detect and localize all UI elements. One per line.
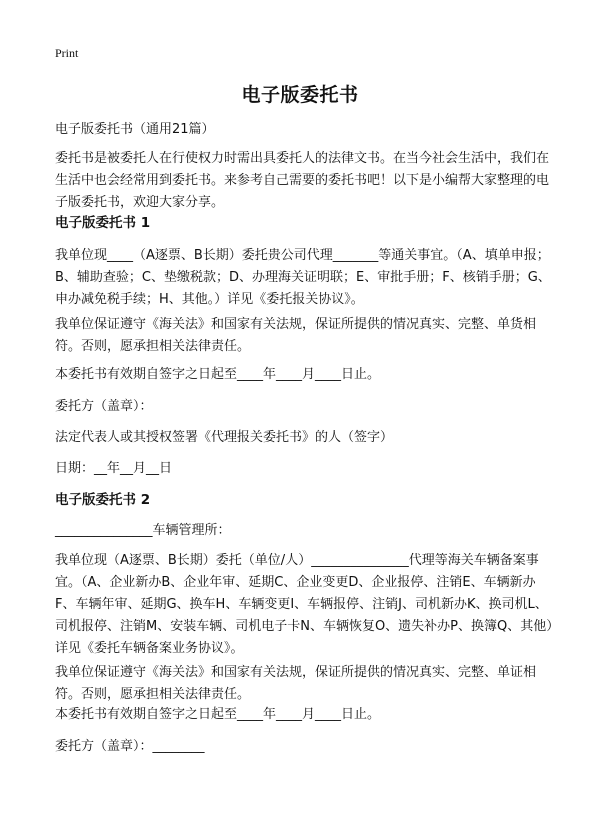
section-1-heading: 电子版委托书 1 xyxy=(55,215,151,231)
print-link[interactable]: Print xyxy=(55,46,79,60)
intro-paragraph: 委托书是被委托人在行使权力时需出具委托人的法律文书。在当今社会生活中，我们在生活中也会经常用到委托书。来参考自己需要的委托书吧！以下是小编帮大家整理的电子版委托书，欢迎大家分享。 xyxy=(55,151,550,210)
section-1-representative: 法定代表人或其授权签署《代理报关委托书》的人（签字） xyxy=(55,430,394,445)
doc-subtitle: 电子版委托书（通用21篇） xyxy=(55,122,215,137)
section-2-paragraph-2: 我单位保证遵守《海关法》和国家有关法规，保证所提供的情况真实、完整、单证相符。否则，愿承担相关法律责任。 xyxy=(55,665,537,702)
page-title: 电子版委托书 xyxy=(241,84,359,106)
section-2-validity: 本委托书有效期自签字之日起至____年____月____日止。 xyxy=(55,707,381,722)
section-1-validity: 本委托书有效期自签字之日起至____年____月____日止。 xyxy=(55,367,381,382)
section-2-paragraph-1: 我单位现（A逐票、B长期）委托（单位/人）_______________代理等海关车辆备案事宜。（A、企业新办B、企业年审、延期C、企业变更D、企业报停、注销E、车辆新办F、车辆年审、延期G、换车H、车辆变更I、车辆报停、注销J、司机新办K、换司机L、司机报停、注销M、安装车辆、司机电子卡N、车辆恢复O、遗失补办P、换簿Q、其他）详见《委托车辆备案业务协议》。 xyxy=(55,553,553,656)
section-2-heading: 电子版委托书 2 xyxy=(55,492,151,508)
section-1-paragraph-2: 我单位保证遵守《海关法》和国家有关法规，保证所提供的情况真实、完整、单货相符。否则，愿承担相关法律责任。 xyxy=(55,317,537,354)
section-1-paragraph-1: 我单位现____（A逐票、B长期）委托贵公司代理_______等通关事宜。（A、填单申报；B、辅助查验；C、垫缴税款；D、办理海关证明联；E、审批手册；F、核销手册；G、申办减免税手续；H、其他。）详见《委托报关协议》。 xyxy=(55,248,551,307)
section-1-principal: 委托方（盖章）： xyxy=(55,399,153,414)
section-2-principal: 委托方（盖章）：________ xyxy=(55,739,205,754)
section-2-addressee: _______________车辆管理所： xyxy=(55,523,231,538)
section-1-date: 日期：__年__月__日 xyxy=(55,461,173,476)
